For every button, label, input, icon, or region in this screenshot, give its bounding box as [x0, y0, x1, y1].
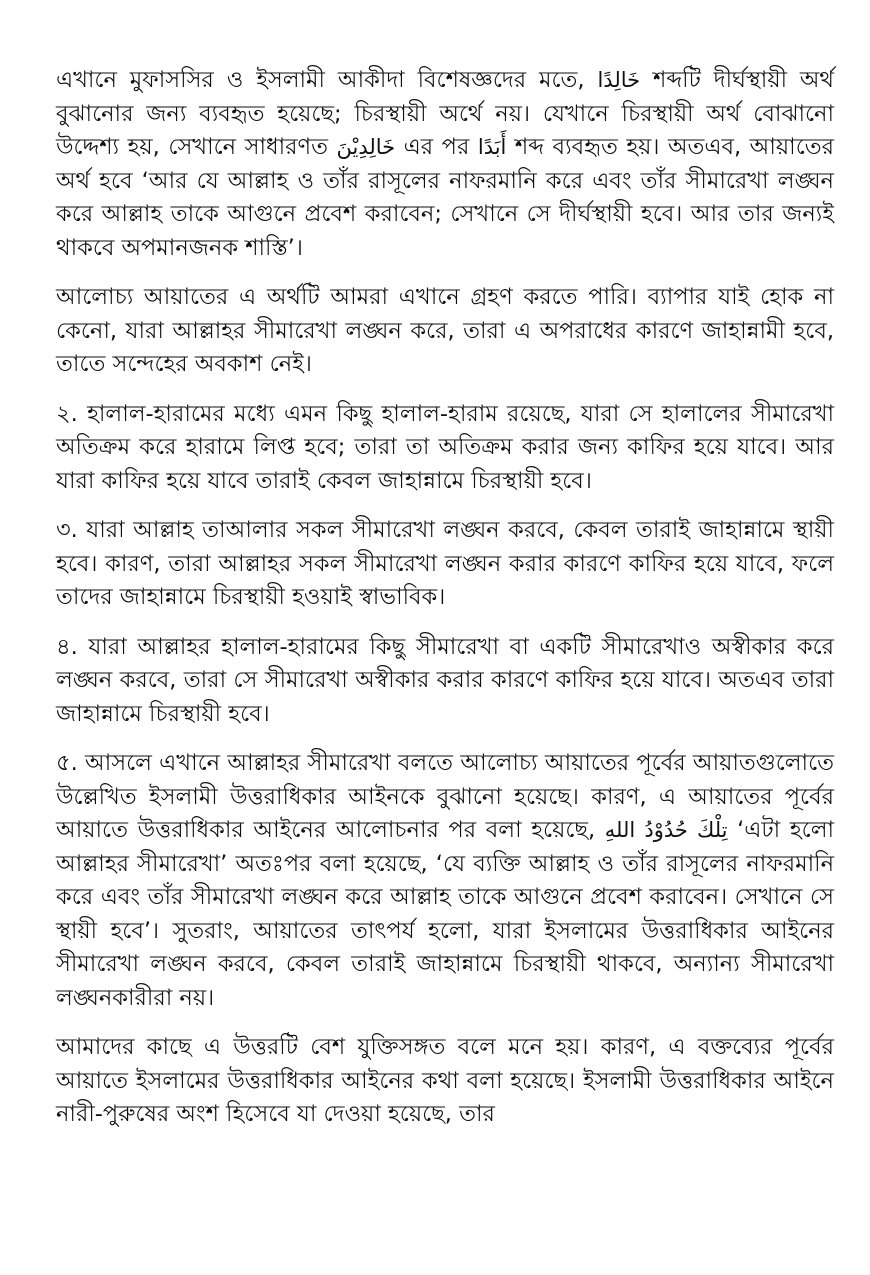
paragraph-accepted-meaning	[56, 281, 834, 382]
arabic-word-khalidan: خَالِدًا	[597, 68, 641, 92]
arabic-word-abadan: أَبَدًا	[477, 135, 507, 159]
arabic-word-khalidina: خَالِدِيْنَ	[336, 135, 396, 159]
paragraph-text: ‘এটা হলো আল্লাহর সীমারেখা’ অতঃপর বলা হয়েছে, ‘যে ব্যক্তি আল্লাহ ও তাঁর রাসূলের নাফরমানি করে এবং তাঁর সীমারেখা লঙ্ঘন করে আল্লাহ তাকে আগুনে প্রবেশ করাবেন। সেখানে সে স্থায়ী হবে’। সুতরাং, আয়াতের তাৎপর্য হলো, যারা ইসলামের উত্তরাধিকার আইনের সীমারেখা লঙ্ঘন করবে, কেবল তারাই জাহান্নামে চিরস্থায়ী থাকবে, অন্যান্য সীমারেখা লঙ্ঘনকারীরা নয়।	[56, 817, 834, 1011]
paragraph-point-4	[56, 631, 834, 732]
paragraph-text: এখানে মুফাসসির ও ইসলামী আকীদা বিশেষজ্ঞদের মতে,	[56, 67, 598, 93]
paragraph-point-5	[56, 747, 834, 1015]
paragraph-text: ২. হালাল-হারামের মধ্যে এমন কিছু হালাল-হারাম রয়েছে, যারা সে হালালের সীমারেখা অতিক্রম করে হারামে লিপ্ত হবে; তারা তা অতিক্রম করার জন্য কাফির হয়ে যাবে। আর যারা কাফির হয়ে যাবে তারাই কেবল জাহান্নামে চিরস্থায়ী হবে।	[56, 400, 834, 494]
paragraph-point-2	[56, 398, 834, 499]
paragraph-text: এর পর	[395, 134, 478, 160]
paragraph-text: ৪. যারা আল্লাহর হালাল-হারামের কিছু সীমারেখা বা একটি সীমারেখাও অস্বীকার করে লঙ্ঘন করবে, তারা সে সীমারেখা অস্বীকার করার কারণে কাফির হয়ে যাবে। অতএব তারা জাহান্নামে চিরস্থায়ী হবে।	[56, 633, 834, 727]
paragraph-point-3	[56, 514, 834, 615]
paragraph-text: আমাদের কাছে এ উত্তরটি বেশ যুক্তিসঙ্গত বলে মনে হয়। কারণ, এ বক্তব্যের পূর্বের আয়াতে ইসলামের উত্তরাধিকার আইনের কথা বলা হয়েছে। ইসলামী উত্তরাধিকার আইনে নারী-পুরুষের অংশ হিসেবে যা দেওয়া হয়েছে, তার	[56, 1034, 834, 1127]
paragraph-text: আলোচ্য আয়াতের এ অর্থটি আমরা এখানে গ্রহণ করতে পারি। ব্যাপার যাই হোক না কেনো, যারা আল্লাহর সীমারেখা লঙ্ঘন করে, তারা এ অপরাধের কারণে জাহান্নামী হবে, তাতে সন্দেহের অবকাশ নেই।	[56, 284, 834, 377]
paragraph-conclusion	[56, 1031, 834, 1132]
paragraph-text: ৩. যারা আল্লাহ তাআলার সকল সীমারেখা লঙ্ঘন করবে, কেবল তারাই জাহান্নামে স্থায়ী হবে। কারণ, তারা আল্লাহর সকল সীমারেখা লঙ্ঘন করার কারণে কাফির হয়ে যাবে, ফলে তাদের জাহান্নামে চিরস্থায়ী হওয়াই স্বাভাবিক।	[56, 517, 834, 610]
arabic-phrase-tilka-hududullah: تِلْكَ حُدُوْدُ اللهِ	[604, 818, 728, 842]
paragraph-text: ৫. আসলে এখানে আল্লাহর সীমারেখা বলতে আলোচ্য আয়াতের পূর্বের আয়াতগুলোতে উল্লেখিত ইসলামী উত্তরাধিকার আইনকে বুঝানো হয়েছে। কারণ, এ আয়াতের পূর্বের আয়াতে উত্তরাধিকার আইনের আলোচনার পর বলা হয়েছে,	[56, 750, 834, 843]
paragraph-text: শব্দ ব্যবহৃত হয়। অতএব, আয়াতের অর্থ হবে ‘আর যে আল্লাহ ও তাঁর রাসূলের নাফরমানি করে এবং তাঁর সীমারেখা লঙ্ঘন করে আল্লাহ তাকে আগুনে প্রবেশ করাবেন; সেখানে সে দীর্ঘস্থায়ী হবে। আর তার জন্যই থাকবে অপমানজনক শাস্তি’।	[56, 134, 834, 261]
paragraph-text: শব্দটি দীর্ঘস্থায়ী অর্থ বুঝানোর জন্য ব্যবহৃত হয়েছে; চিরস্থায়ী অর্থে নয়। যেখানে চিরস্থায়ী অর্থ বোঝানো উদ্দেশ্য হয়, সেখানে সাধারণত	[56, 67, 834, 160]
paragraph-meaning-of-khalidan	[56, 64, 834, 265]
